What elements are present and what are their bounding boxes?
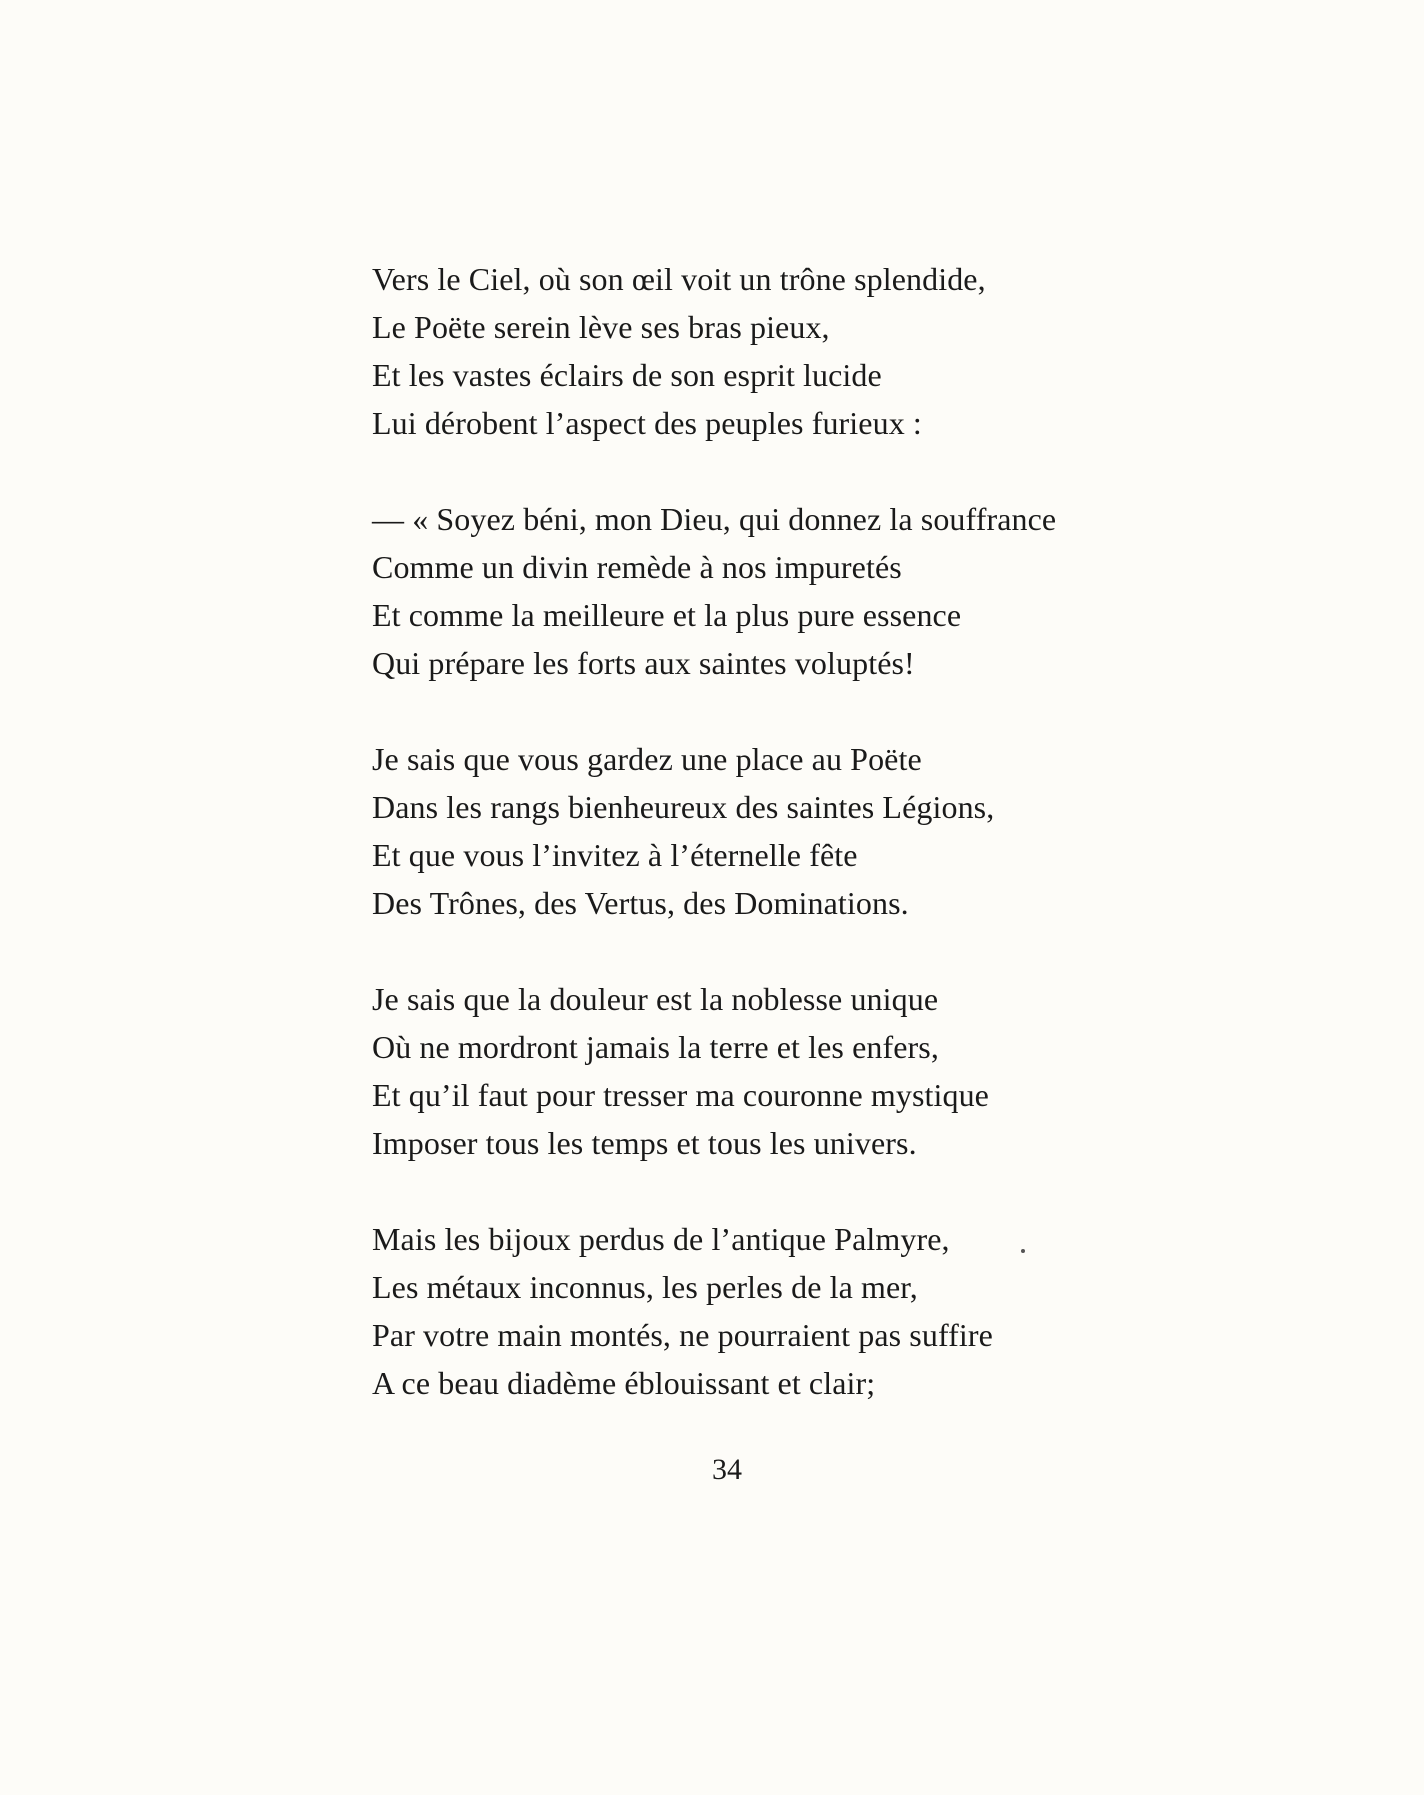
verse-line: A ce beau diadème éblouissant et clair; — [372, 1365, 876, 1401]
verse-line: Mais les bijoux perdus de l’antique Palmyre, — [372, 1221, 950, 1257]
verse-line: Et qu’il faut pour tresser ma couronne mystique — [372, 1077, 989, 1113]
verse-line: — « Soyez béni, mon Dieu, qui donnez la souffrance — [372, 501, 1057, 537]
verse-line: Imposer tous les temps et tous les univers. — [372, 1125, 917, 1161]
page-number: 34 — [712, 1453, 742, 1486]
verse-line: Des Trônes, des Vertus, des Dominations. — [372, 885, 909, 921]
stanza-5 — [372, 1215, 1272, 1407]
verse-line: Qui prépare les forts aux saintes voluptés! — [372, 645, 915, 681]
verse-line: Je sais que la douleur est la noblesse unique — [372, 981, 939, 1017]
poem-text — [372, 255, 1272, 1455]
stanza-1 — [372, 255, 1272, 447]
verse-line: Et comme la meilleure et la plus pure essence — [372, 597, 962, 633]
stanza-4 — [372, 975, 1272, 1167]
verse-line: Dans les rangs bienheureux des saintes Légions, — [372, 789, 995, 825]
ink-speck — [1021, 1249, 1025, 1253]
stanza-2 — [372, 495, 1272, 687]
verse-line: Les métaux inconnus, les perles de la mer, — [372, 1269, 918, 1305]
verse-line: Par votre main montés, ne pourraient pas suffire — [372, 1317, 993, 1353]
verse-line: Comme un divin remède à nos impuretés — [372, 549, 902, 585]
verse-line: Lui dérobent l’aspect des peuples furieux : — [372, 405, 922, 441]
verse-line: Je sais que vous gardez une place au Poëte — [372, 741, 922, 777]
verse-line: Le Poëte serein lève ses bras pieux, — [372, 309, 830, 345]
stanza-3 — [372, 735, 1272, 927]
verse-line: Où ne mordront jamais la terre et les enfers, — [372, 1029, 939, 1065]
verse-line: Vers le Ciel, où son œil voit un trône splendide, — [372, 261, 986, 297]
verse-line: Et les vastes éclairs de son esprit lucide — [372, 357, 882, 393]
verse-line: Et que vous l’invitez à l’éternelle fête — [372, 837, 858, 873]
